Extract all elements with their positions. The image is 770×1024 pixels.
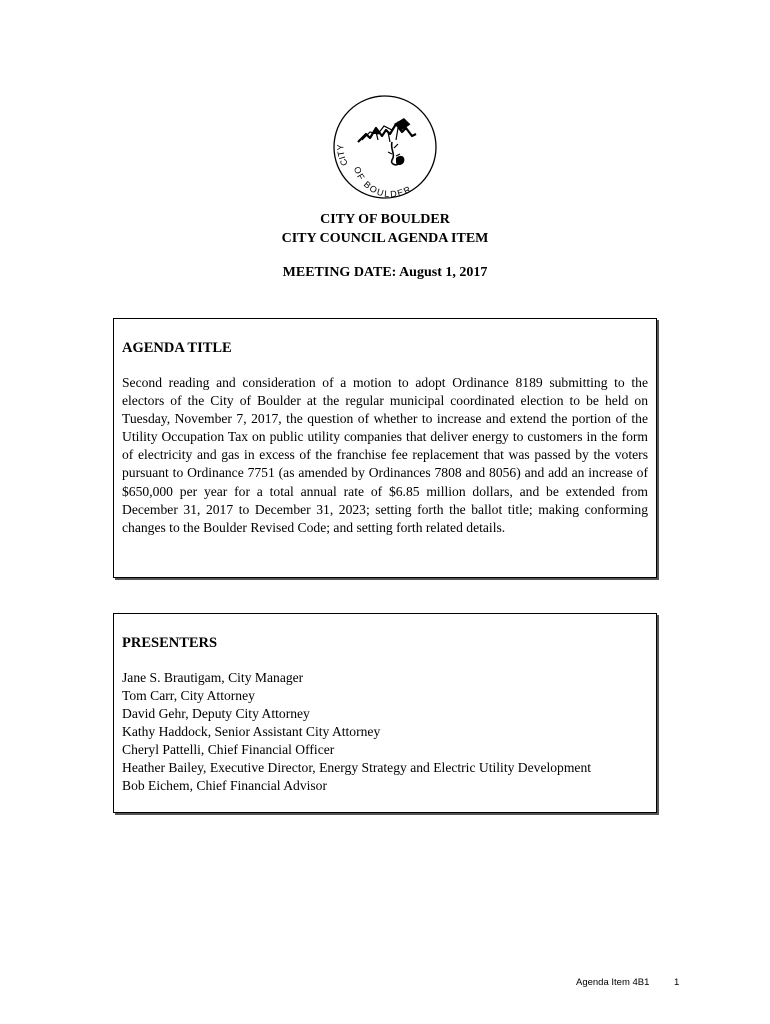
agenda-title-text: Second reading and consideration of a motion to adopt Ordinance 8189 submitting to the electors of the City of Boulder at the regular municipal coordinated election to be held on Tuesday, November 7, 2017, the question of whether to increase and extend the portion of the Utility Occupation Tax on public utility companies that deliver energy to customers in the form of electricity and gas in excess of the franchise fee replacement that was passed by the voters pursuant to Ordinance 7751 (as amended by Ordinances 7808 and 8056) and add an increase of $650,000 per year for a total annual rate of $6.85 million dollars, and be extended from December 31, 2017 to December 31, 2023; setting forth the ballot title; making conforming changes to the Boulder Revised Code; and setting forth related details. [122, 375, 648, 535]
presenter-list [122, 669, 652, 795]
presenter-item: Heather Bailey, Executive Director, Energy Strategy and Electric Utility Development [122, 760, 592, 775]
footer-agenda-item: Agenda Item 4B1 [576, 977, 650, 988]
seal-text-bottom: OF BOULDER [351, 165, 414, 200]
header-city-name: CITY OF BOULDER [320, 212, 450, 227]
agenda-title-heading: AGENDA TITLE [122, 340, 232, 356]
footer-page-number: 1 [674, 977, 680, 988]
presenter-item: David Gehr, Deputy City Attorney [122, 706, 310, 721]
presenter-item: Kathy Haddock, Senior Assistant City Attorney [122, 724, 381, 739]
presenter-item: Cheryl Pattelli, Chief Financial Officer [122, 742, 335, 757]
presenter-item: Bob Eichem, Chief Financial Advisor [122, 778, 328, 793]
presenter-item: Tom Carr, City Attorney [122, 688, 255, 703]
presenter-item: Jane S. Brautigam, City Manager [122, 670, 304, 685]
meeting-date: MEETING DATE: August 1, 2017 [282, 265, 488, 280]
presenters-heading: PRESENTERS [122, 635, 218, 651]
agenda-title-box [113, 318, 657, 578]
presenters-box [113, 613, 657, 813]
seal-text-top: CITY [335, 144, 350, 168]
city-seal-logo [332, 94, 438, 200]
svg-text:OF BOULDER [352, 165, 414, 199]
header-document-type: CITY COUNCIL AGENDA ITEM [281, 231, 489, 246]
